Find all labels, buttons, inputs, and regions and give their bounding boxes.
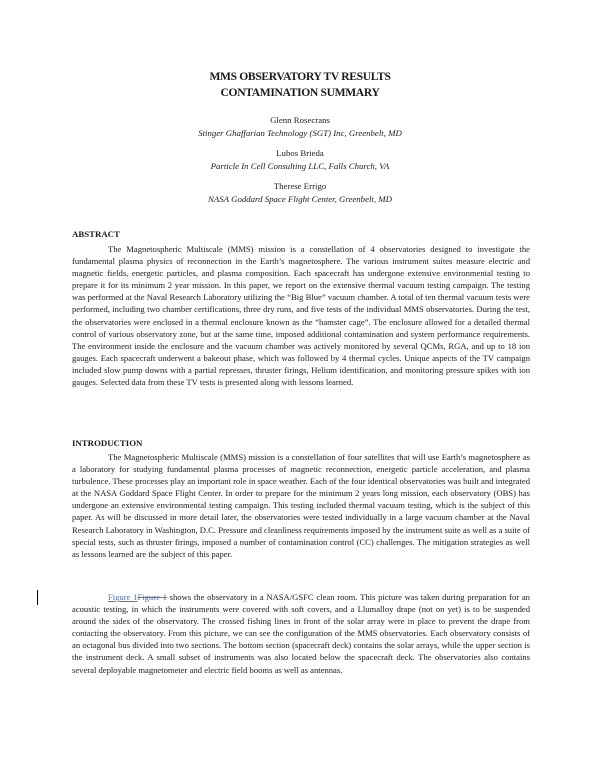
author-affiliation: Stinger Ghaffarian Technology (SGT) Inc, Greenbelt, MD (198, 127, 402, 138)
abstract-heading: ABSTRACT (72, 229, 120, 239)
figure-reference-deleted: Figure 1 (137, 592, 167, 602)
introduction-heading: INTRODUCTION (72, 438, 143, 448)
author-name: Glenn Rosecrans (270, 115, 330, 125)
author-block-3 (0, 180, 600, 205)
author-name: Lubos Brieda (276, 148, 324, 158)
introduction-paragraph-2-text: shows the observatory in a NASA/GSFC clean room. This picture was taken during preparation for an acoustic testing, in which the instruments were covered with soft covers, and a Llumalloy drape (not on yet) is to be suspended around the sides of the observatory. The crossed fishing lines in front of the solar array were in place to prevent the drape from contacting the observatory. From this picture, we can see the configuration of the MMS observatories. Each observatory consists of an octagonal bus divided into two sections. The bottom section (spacecraft deck) contains the solar arrays, while the upper section is the instrument deck. A small subset of instruments was also located below the spacecraft deck. The observatories also contains several deployable magnetometer and electric field booms as well as antennas. (72, 592, 530, 675)
paper-title-line-2: CONTAMINATION SUMMARY (220, 86, 380, 99)
author-name: Therese Errigo (273, 181, 327, 191)
author-block-1 (0, 114, 600, 139)
author-affiliation: Particle In Cell Consulting LLC, Falls Church, VA (210, 160, 390, 171)
abstract-paragraph: The Magnetospheric Multiscale (MMS) mission is a constellation of 4 observatories designed to investigate the fundamental plasma physics of reconnection in the Earth’s magnetosphere. The various instrument suites measure electric and magnetic fields, energetic particles, and plasma composition. Each spacecraft has undergone extensive environmental testing to prepare it for its minimum 2 year mission. In this paper, we report on the extensive thermal vacuum testing campaign. The testing was performed at the Naval Research Laboratory utilizing the “Big Blue” vacuum chamber. A total of ten thermal vacuum tests were performed, including two chamber certifications, three dry runs, and five tests of the individual MMS observatories. During the test, the observatories were enclosed in a thermal enclosure known as the “hamster cage”. The enclosure allowed for a detailed thermal control of various observatory zone, but at the same time, imposed additional contamination and system performance requirements. The environment inside the enclosure and the vacuum chamber was actively monitored by several QCMs, RGA, and up to 18 ion gauges. Each spacecraft underwent a bakeout phase, which was followed by 4 thermal cycles. Unique aspects of the TV campaign included slow pump downs with a partial represses, thruster firings, Helium identification, and monitoring pressure spikes with ion gauges. Selected data from these TV tests is presented along with lessons learned. (72, 244, 530, 388)
paper-title-line-1: MMS OBSERVATORY TV RESULTS (209, 70, 391, 83)
author-affiliation: NASA Goddard Space Flight Center, Greenbelt, MD (208, 193, 392, 204)
text-cursor (37, 590, 38, 605)
introduction-paragraph-1: The Magnetospheric Multiscale (MMS) mission is a constellation of four satellites that will use Earth’s magnetosphere as a laboratory for studying fundamental plasma processes of magnetic reconnection, energetic particle acceleration, and plasma turbulence. These processes play an important role in space weather. Each of the four identical observatories was built and integrated at the NASA Goddard Space Flight Center. In order to prepare for the minimum 2 years long mission, each observatory (OBS) has undergone an extensive environmental testing campaign. This testing included thermal vacuum testing, which is the subject of this paper. As will be discussed in more detail later, the observatories were tested individually in a large vacuum chamber at the Naval Research Laboratory in Washington, D.C. Pressure and cleanliness requirements imposed by the instrument suite as well as a suite of special tests, such as thruster firings, imposed a number of contamination control (CC) challenges. The mitigation strategies as well as lessons learned are the subject of this paper. (72, 452, 530, 559)
introduction-paragraph-2 (72, 591, 530, 676)
author-block-2 (0, 147, 600, 172)
figure-reference-link[interactable]: Figure 1 (108, 592, 138, 602)
